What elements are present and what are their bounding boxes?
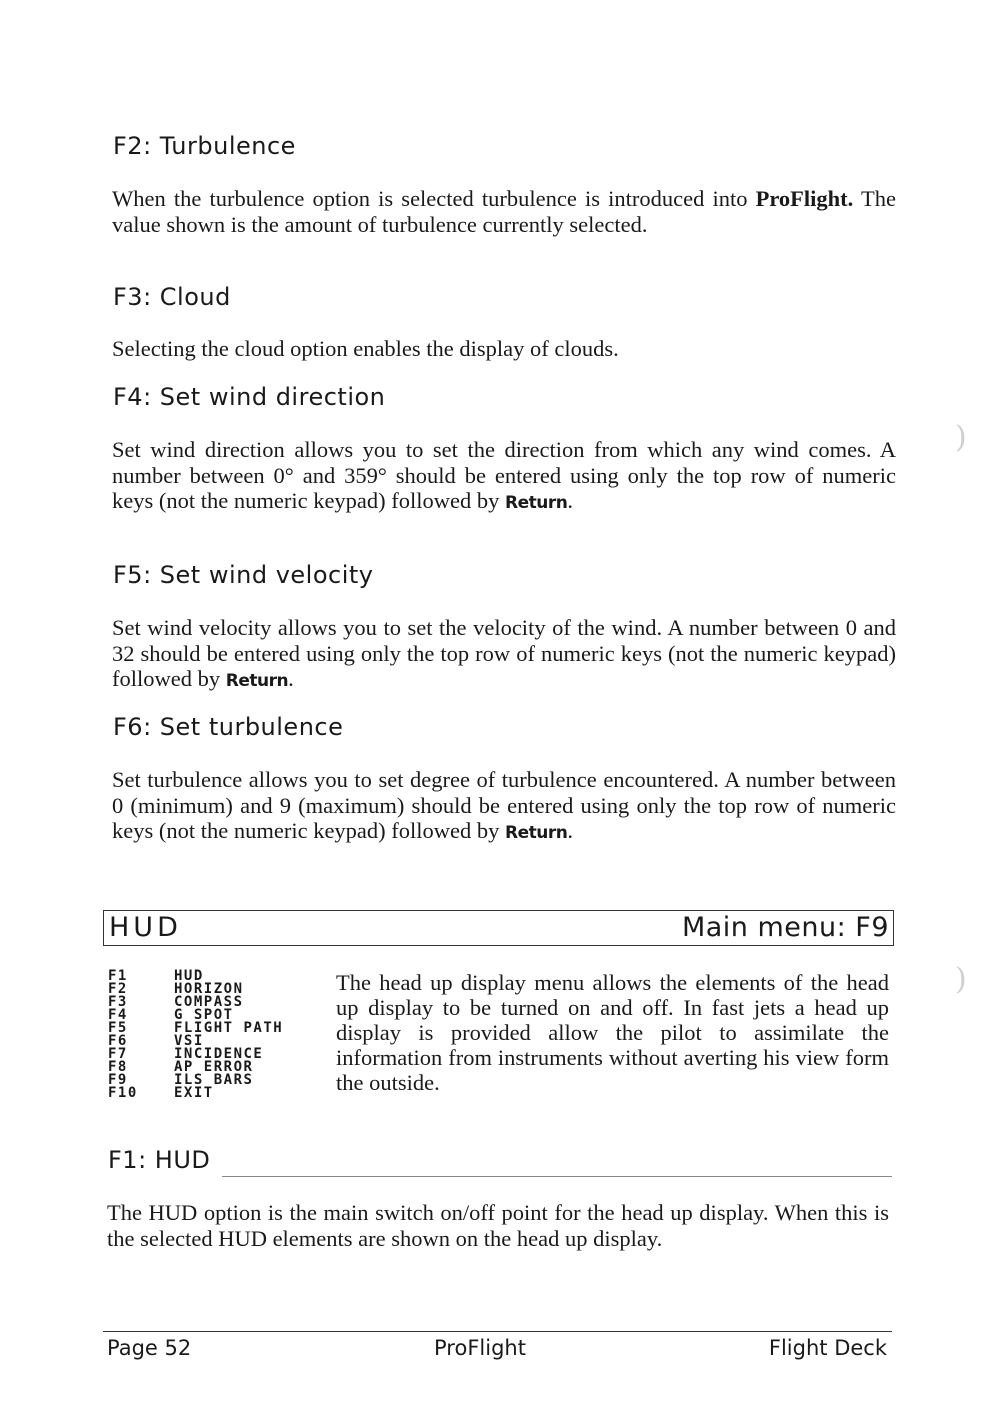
menu-option-column	[174, 970, 283, 1100]
footer-page-number: Page 52	[107, 1336, 192, 1360]
function-key-column	[108, 970, 138, 1100]
paragraph-f5-wind-velocity	[112, 615, 896, 695]
menu-key: F1	[108, 968, 128, 984]
return-key-label: Return	[225, 671, 289, 691]
footer-rule	[103, 1331, 892, 1332]
main-menu-key-label: Main menu: F9	[681, 912, 889, 943]
menu-key: F3	[108, 994, 128, 1010]
menu-option: HORIZON	[174, 981, 244, 997]
product-name-bold: ProFlight.	[755, 186, 854, 211]
menu-key: F2	[108, 981, 128, 997]
menu-option: FLIGHT PATH	[174, 1020, 284, 1036]
menu-key: F10	[108, 1085, 138, 1101]
paragraph-end: .	[288, 666, 294, 691]
paragraph-text: The value shown is the amount of turbulence currently selected.	[112, 186, 896, 237]
menu-option: ILS BARS	[174, 1072, 254, 1088]
heading-f5-wind-velocity: F5: Set wind velocity	[113, 561, 374, 589]
heading-f1-hud: F1: HUD	[108, 1146, 211, 1174]
hud-menu-listing	[108, 970, 328, 1110]
menu-key: F4	[108, 1007, 128, 1023]
footer-product-name: ProFlight	[434, 1336, 526, 1360]
menu-key: F7	[108, 1046, 128, 1062]
return-key-label: Return	[505, 823, 568, 843]
paragraph-text: Set turbulence allows you to set degree of turbulence encountered. A number between 0 (minimum) and 9 (maximum) should be entered using only the top row of numeric keys (not the numeric keypad) followed by	[112, 767, 896, 843]
heading-f3-cloud: F3: Cloud	[113, 283, 231, 311]
margin-mark: )	[955, 962, 967, 997]
menu-option: EXIT	[174, 1085, 214, 1101]
paragraph-f4-wind-direction	[112, 437, 896, 517]
heading-rule	[222, 1176, 892, 1177]
menu-option: G SPOT	[174, 1007, 234, 1023]
hud-section-bar	[103, 910, 894, 946]
menu-key: F8	[108, 1059, 128, 1075]
menu-option: AP ERROR	[174, 1059, 254, 1075]
paragraph-f3-cloud: Selecting the cloud option enables the display of clouds.	[112, 336, 619, 361]
menu-key: F6	[108, 1033, 128, 1049]
menu-option: HUD	[174, 968, 204, 984]
menu-key: F9	[108, 1072, 128, 1088]
margin-mark: )	[955, 420, 967, 455]
paragraph-f6-set-turbulence	[112, 767, 896, 847]
paragraph-text: Set wind velocity allows you to set the velocity of the wind. A number between 0 and 32 should be entered using only the top row of numeric keys (not the numeric keypad) followed by	[112, 615, 896, 691]
menu-option: VSI	[174, 1033, 204, 1049]
heading-f4-wind-direction: F4: Set wind direction	[113, 383, 386, 411]
heading-f6-set-turbulence: F6: Set turbulence	[113, 713, 344, 741]
menu-option: INCIDENCE	[174, 1046, 264, 1062]
footer-chapter-name: Flight Deck	[768, 1336, 887, 1360]
menu-key: F5	[108, 1020, 128, 1036]
paragraph-end: .	[567, 488, 573, 513]
paragraph-text: Set wind direction allows you to set the direction from which any wind comes. A number between 0° and 359° should be entered using only the top row of numeric keys (not the numeric keypad) followed by	[112, 437, 896, 513]
paragraph-f2-turbulence	[112, 186, 896, 237]
paragraph-f1-hud: The HUD option is the main switch on/off point for the head up display. When this is the selected HUD elements are shown on the head up display.	[107, 1200, 889, 1251]
paragraph-text: When the turbulence option is selected turbulence is introduced into	[112, 186, 756, 211]
hud-menu-description: The head up display menu allows the elements of the head up display to be turned on and off. In fast jets a head up display is provided allow the pilot to assimilate the information from instruments without averting his view form the outside.	[336, 970, 889, 1095]
heading-f2-turbulence: F2: Turbulence	[113, 132, 296, 160]
return-key-label: Return	[505, 493, 568, 513]
menu-option: COMPASS	[174, 994, 244, 1010]
hud-section-title: HUD	[109, 912, 182, 943]
paragraph-end: .	[567, 818, 573, 843]
